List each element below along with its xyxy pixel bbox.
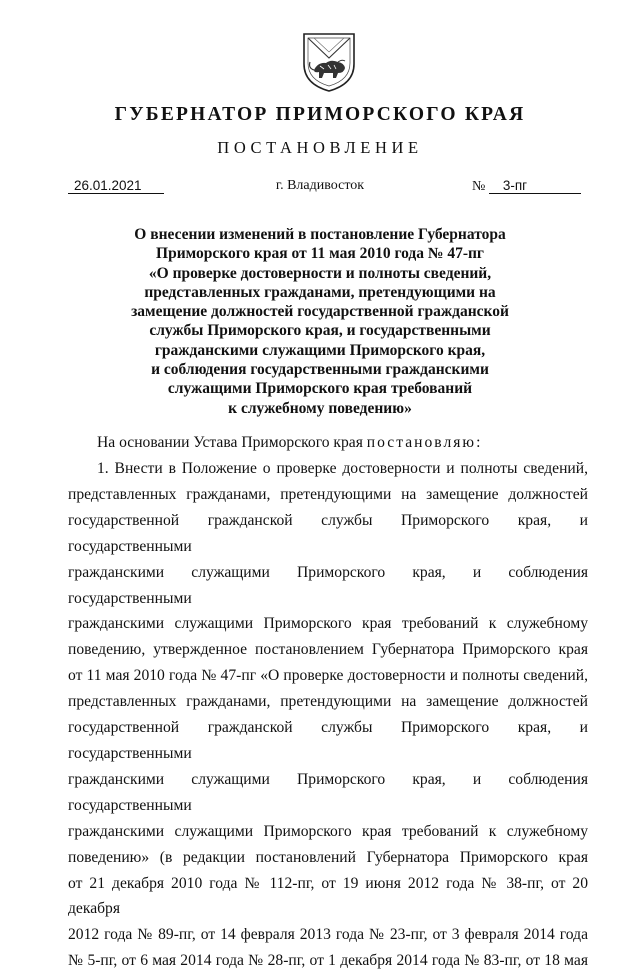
intro-paragraph — [97, 430, 588, 456]
title-line: к служебному поведению» — [228, 399, 412, 417]
title-line: служащими Приморского края требований — [167, 380, 473, 398]
intro-keyword: постановляю — [366, 434, 477, 451]
paragraph-point-1 — [68, 456, 588, 974]
title-line: замещение должностей государственной гражданской — [131, 303, 509, 321]
document-date: 26.01.2021 — [68, 178, 164, 194]
intro-text: На основании Устава Приморского края — [97, 434, 367, 451]
title-line: службы Приморского края, и государственными — [149, 322, 491, 340]
paragraph-line: государственной гражданской службы Приморского края, и государственными — [68, 719, 588, 762]
title-line: и соблюдения государственными гражданскими — [151, 361, 489, 379]
paragraph-line: 1. Внести в Положение о проверке достоверности и полноты сведений, — [97, 460, 588, 477]
title-line: «О проверке достоверности и полноты сведений, — [148, 264, 492, 282]
paragraph-line: гражданскими служащими Приморского края, и соблюдения государственными — [68, 563, 588, 607]
document-number: 3-пг — [489, 178, 581, 194]
paragraph-line: поведению» (в редакции постановлений Губернатора Приморского края — [68, 848, 588, 866]
paragraph-line: государственной гражданской службы Приморского края, и государственными — [68, 511, 588, 555]
issuer-heading: ГУБЕРНАТОР ПРИМОРСКОГО КРАЯ — [114, 104, 526, 125]
title-line: Приморского края от 11 мая 2010 года № 47-пг — [156, 245, 484, 263]
paragraph-line: от 11 мая 2010 года № 47-пг «О проверке достоверности и полноты сведений, — [68, 667, 588, 685]
title-line: представленных гражданами, претендующими на — [144, 283, 496, 301]
coat-of-arms-emblem — [300, 28, 358, 94]
paragraph-line: представленных гражданами, претендующими на замещение должностей — [68, 693, 588, 711]
document-number-field — [472, 178, 581, 195]
document-city: г. Владивосток — [275, 178, 365, 193]
paragraph-line: представленных гражданами, претендующими на замещение должностей — [68, 485, 588, 503]
document-type: ПОСТАНОВЛЕНИЕ — [217, 138, 423, 157]
paragraph-line: гражданскими служащими Приморского края требований к служебному — [68, 615, 588, 633]
number-label: № — [472, 179, 486, 194]
paragraph-line: гражданскими служащими Приморского края требований к служебному — [68, 822, 588, 840]
title-line: О внесении изменений в постановление Губернатора — [134, 226, 506, 243]
paragraph-line: от 21 декабря 2010 года № 112-пг, от 19 июня 2012 года № 38-пг, от 20 декабря — [68, 874, 588, 918]
title-line: гражданскими служащими Приморского края, — [154, 341, 486, 359]
intro-end: : — [476, 434, 481, 451]
paragraph-line: гражданскими служащими Приморского края, и соблюдения государственными — [68, 770, 588, 814]
paragraph-line: № 5-пг, от 6 мая 2014 года № 28-пг, от 1 декабря 2014 года № 83-пг, от 18 мая — [68, 952, 588, 970]
paragraph-line: поведению, утвержденное постановлением Губернатора Приморского края — [68, 641, 588, 659]
document-title — [130, 225, 510, 418]
paragraph-line: 2012 года № 89-пг, от 14 февраля 2013 года № 23-пг, от 3 февраля 2014 года — [68, 926, 588, 944]
